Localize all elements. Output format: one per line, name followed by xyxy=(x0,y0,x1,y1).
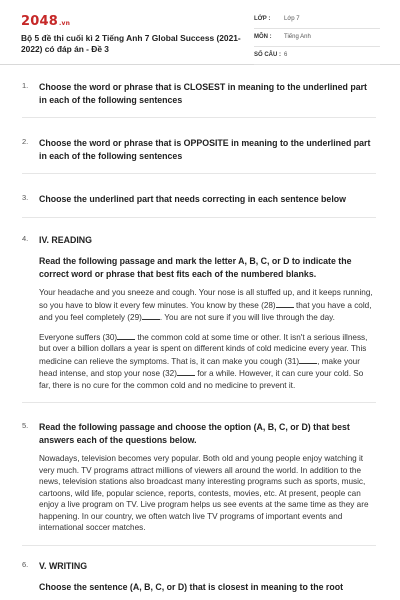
question-item xyxy=(0,421,400,534)
reading-paragraph: Nowadays, television becomes very popular. Both old and young people enjoy watching it very much. TV programs attract millions of viewers all around the world. In addition to the news, television stations also broadcast many interesting programs such as sports, music, cartoons, wild life, popular science, reports, contests, movies, etc. At present, people can enjoy a live program on TV. Live program helps us see events at the same time as they are happening. In our country, we often watch live TV programs of important events and international soccer matches. xyxy=(39,454,369,532)
meta-label: MÔN : xyxy=(254,34,272,40)
section-heading: V. WRITING xyxy=(39,560,88,571)
question-item xyxy=(0,234,400,392)
question-number: 2. xyxy=(22,137,29,146)
site-logo[interactable]: 2048.vn xyxy=(21,14,71,29)
divider xyxy=(22,545,376,546)
meta-class-row xyxy=(254,14,380,29)
question-number: 4. xyxy=(22,233,29,243)
answer-blank xyxy=(299,355,317,364)
reading-paragraph: Everyone suffers (30) the common cold at some time or other. It isn't a serious illness, but over a billion dollars a year is spent on different kinds of cold medicine every year. This medicine can relieve the symptoms. That is, it can make you cough (31) , make your head intense, and stop your nose (32) for a while. However, it can cure your cold. So far, there is no cure for the common cold and no medicine to prevent it. xyxy=(39,332,368,390)
meta-label: LỚP : xyxy=(254,16,271,22)
section-heading: IV. READING xyxy=(39,234,92,245)
answer-blank xyxy=(177,367,195,376)
question-heading: Choose the underlined part that needs correcting in each sentence below xyxy=(39,194,346,204)
question-number: 1. xyxy=(22,81,29,90)
page-header xyxy=(0,0,400,65)
divider xyxy=(22,117,376,118)
meta-count-row xyxy=(254,50,380,65)
divider xyxy=(22,217,376,218)
document-meta xyxy=(254,14,380,68)
question-number: 3. xyxy=(22,193,29,202)
question-item xyxy=(0,193,400,206)
divider xyxy=(22,402,376,403)
reading-paragraph: Your headache and you sneeze and cough. Your nose is all stuffed up, and it keeps running, so you have to blow it every few minutes. You know by these (28) that you have a cold, and you feel completely (29) . You are not sure if you will live through the day. xyxy=(39,288,373,322)
question-instruction: Read the following passage and mark the letter A, B, C, or D to indicate the correct word or phrase that best fits each of the numbered blanks. xyxy=(39,256,352,279)
divider xyxy=(22,173,376,174)
question-heading: Choose the word or phrase that is CLOSEST in meaning to the underlined part in each of the following sentences xyxy=(39,82,367,105)
question-item xyxy=(0,137,400,162)
answer-blank xyxy=(276,299,294,308)
document-title: Bộ 5 đề thi cuối kì 2 Tiếng Anh 7 Global Success (2021-2022) có đáp án - Đề 3 xyxy=(21,33,241,54)
meta-subject-row xyxy=(254,32,380,47)
question-heading: Read the following passage and choose the option (A, B, C, or D) that best answers each of the questions below. xyxy=(39,422,350,445)
question-heading: Choose the word or phrase that is OPPOSITE in meaning to the underlined part in each of the following sentences xyxy=(39,138,371,161)
question-number: 5. xyxy=(22,421,29,430)
meta-value: Lớp 7 xyxy=(284,16,300,22)
answer-blank xyxy=(142,311,160,320)
meta-value: Tiếng Anh xyxy=(284,34,311,40)
meta-value: 6 xyxy=(284,52,288,58)
question-number: 6. xyxy=(22,559,29,569)
question-instruction: Choose the sentence (A, B, C, or D) that is closest in meaning to the root xyxy=(39,582,344,592)
question-item xyxy=(0,560,400,594)
answer-blank xyxy=(117,331,135,340)
meta-label: SỐ CÂU : xyxy=(254,52,281,58)
question-item xyxy=(0,81,400,106)
question-list xyxy=(0,76,400,594)
